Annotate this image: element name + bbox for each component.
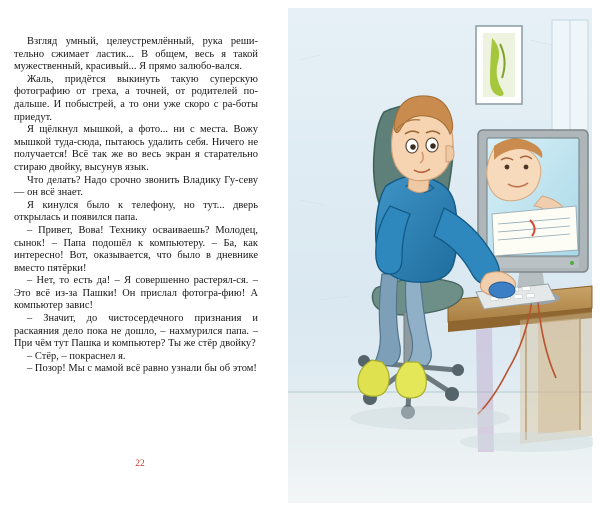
paragraph: – Стёр, – покраснел я. [27,350,126,362]
paragraph: Я кинулся было к телефону, но тут... дверь открылась и появился папа. [14,199,258,224]
boy-at-computer-illustration [280,0,600,511]
paragraph: Взгляд умный, целеустремлённый, рука реши-тельно сжимает ластик... В общем, весь я такой мужественный, красивый... Я прямо залюбо-вался. [14,36,258,73]
page-number: 22 [135,459,145,469]
paragraph: – Значит, до чистосердечного признания и раскаяния дело пока не дошло, – нахмурился папа. – При чём тут Пашка и компьютер? Ты же стёр двойку? [14,313,258,350]
paragraph: – Привет, Вова! Технику осваиваешь? Молодец, сынок! – Папа подошёл к компьютеру. – Ба, как интересно! Вот, оказывается, что было в дневнике вместо пятёрки! [14,224,258,274]
paragraph: – Нет, то есть да! – Я совершенно растерял-ся. – Это всё из-за Пашки! Он прислал фотогра-фию! А компьютер завис! [14,275,258,312]
paragraph: Жаль, придётся выкинуть такую суперскую фотографию от греха, а точней, от родителей по-дальше. И побыстрей, а то они уже скоро с ра-боты приедут. [14,73,258,123]
paragraph: Что делать? Надо срочно звонить Владику Гу-севу — он всё знает. [14,174,258,199]
illustration-page [280,0,600,511]
text-page [0,0,280,511]
story-text [14,36,258,376]
wall-picture-frame [476,26,522,104]
paragraph: – Позор! Мы с мамой всё равно узнали бы об этом! [27,363,257,375]
paragraph: Я щёлкнул мышкой, а фото... ни с места. Вожу мышкой туда-сюда, пытаюсь удалить себя. Ничего не получается! Всё так же во весь экран я старательно стираю двойку, высунув язык. [14,124,258,173]
